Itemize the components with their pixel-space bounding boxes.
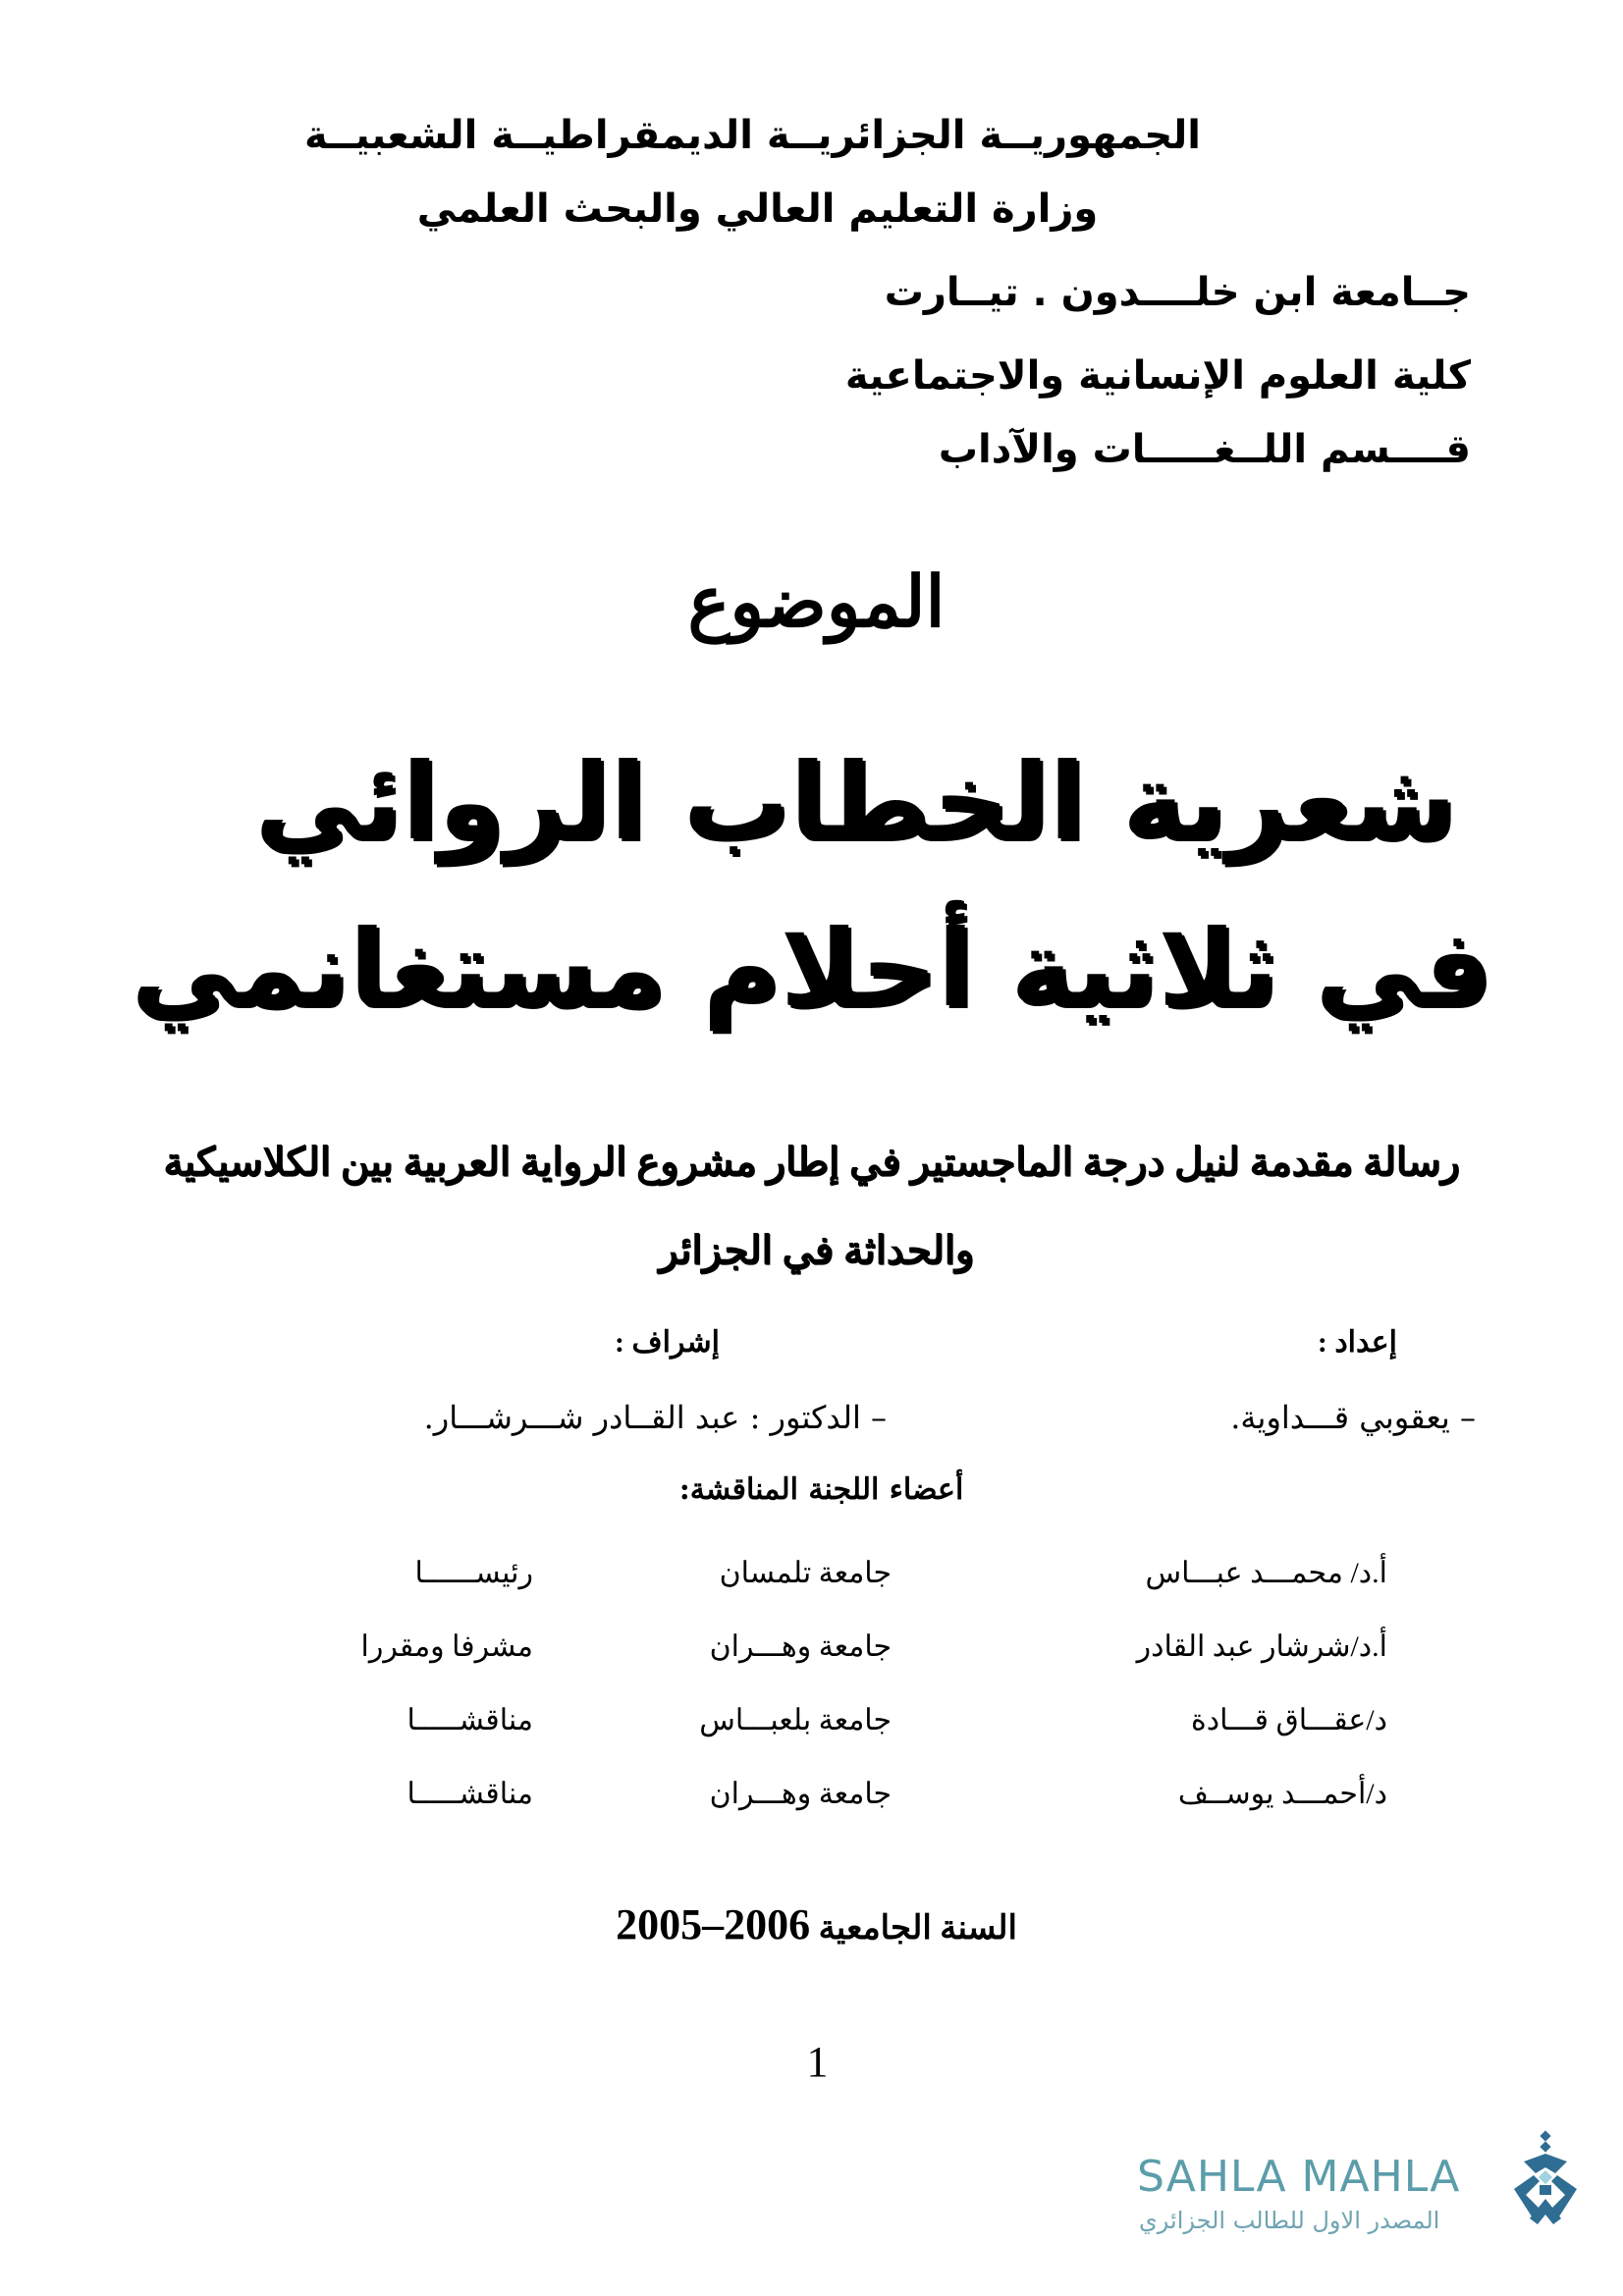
watermark-tagline: المصدر الاول للطالب الجزائري [1139,2207,1440,2234]
member-university: جامعة وهـــران [709,1778,892,1810]
member-name: أ.د/شرشار عبد القادر [1136,1630,1387,1663]
academic-year-label: السنة الجامعية [818,1910,1017,1947]
thesis-title-line-2: في ثلاثية أحلام مستغانمي [131,908,1492,1031]
preparation-label: إعداد : [1317,1326,1397,1359]
supervisor-name: – الدكتور : عبد القــادر شـــرشـــار. [423,1399,887,1436]
member-name: د/عقـــاق قـــادة [1191,1704,1387,1736]
ministry-heading: وزارة التعليم العالي والبحث العلمي [416,187,1099,232]
sahla-mahla-watermark [1129,2130,1581,2268]
university-heading: جــامعة ابن خلــــدون . تيــارت [884,270,1471,315]
subject-label: الموضوع [687,560,946,643]
student-name: – يعقوبي قـــداوية. [1230,1399,1476,1436]
committee-row [140,1629,1387,1703]
academic-year [0,1899,1623,1949]
committee-row [140,1703,1387,1777]
committee-table [140,1556,1387,1850]
committee-row [140,1777,1387,1850]
academic-year-value: 2006–2005 [616,1900,811,1949]
member-role: مشرفا ومقررا [360,1630,533,1663]
member-university: جامعة وهـــران [709,1630,892,1663]
member-role: رئيســــــا [414,1557,533,1589]
committee-row [140,1556,1387,1629]
thesis-description-line-2: والحداثة في الجزائر [658,1228,975,1272]
department-heading: قــــسم اللــغـــــات والآداب [938,427,1471,472]
member-university: جامعة تلمسان [719,1557,892,1589]
thesis-description-line-1: رسالة مقدمة لنيل درجة الماجستير في إطار مشروع الرواية العربية بين الكلاسيكية [163,1140,1460,1184]
member-role: مناقشـــــا [406,1778,533,1810]
member-university: جامعة بلعبـــاس [699,1704,892,1736]
member-name: د/أحمـــد يوســف [1177,1778,1387,1810]
member-role: مناقشـــــا [406,1704,533,1736]
page-number: 1 [806,2038,829,2086]
thesis-title-line-1: شعرية الخطاب الروائي [254,741,1457,864]
watermark-brand: SAHLA MAHLA [1137,2152,1461,2202]
faculty-heading: كلية العلوم الإنسانية والاجتماعية [844,353,1471,399]
member-name: أ.د/ محمـــد عبـــاس [1145,1557,1387,1589]
committee-label: أعضاء اللجنة المناقشة: [678,1472,964,1507]
sahla-mahla-logo-icon [1510,2130,1581,2228]
supervision-label: إشراف : [615,1326,720,1359]
republic-heading: الجمهوريــة الجزائريــة الديمقراطيــة الشعبيــة [304,113,1201,158]
